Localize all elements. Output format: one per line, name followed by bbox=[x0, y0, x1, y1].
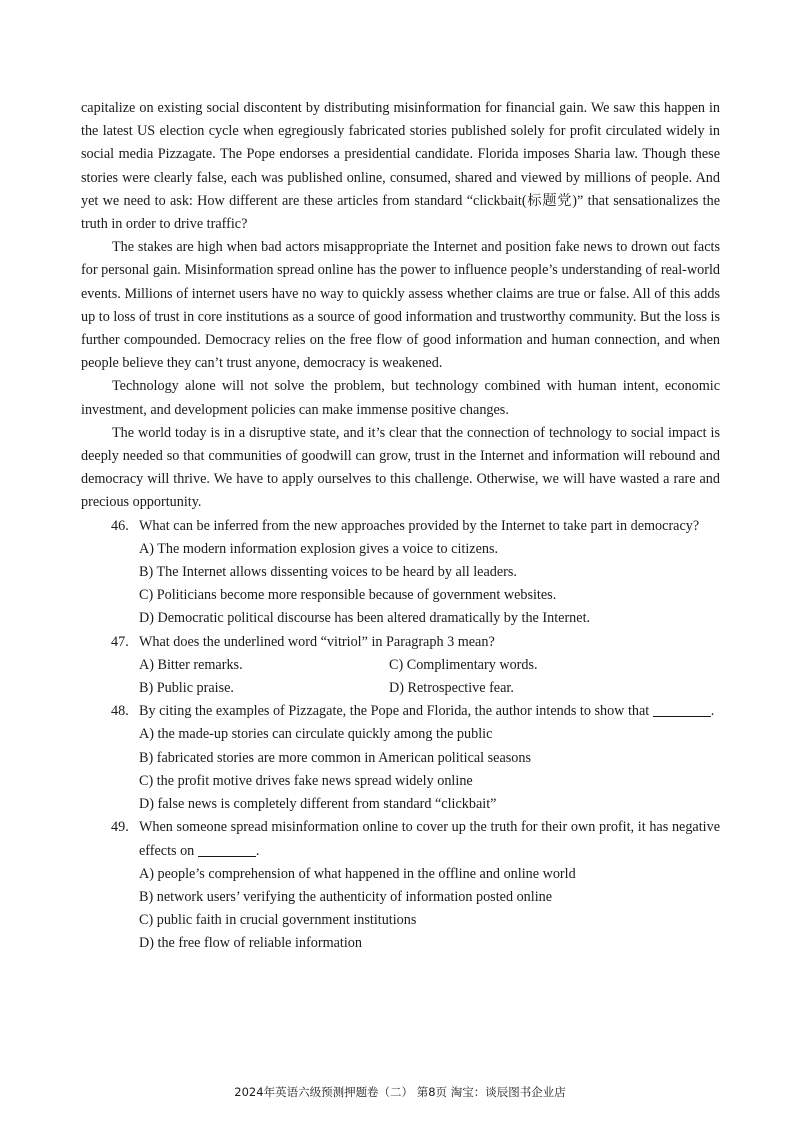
question-47 bbox=[81, 631, 720, 701]
question-48 bbox=[81, 700, 720, 816]
question-text: What can be inferred from the new approaches provided by the Internet to take part in democracy? bbox=[139, 517, 700, 534]
option-c[interactable]: C) Complimentary words. bbox=[389, 656, 538, 673]
question-stem bbox=[81, 816, 720, 862]
question-number: 49. bbox=[111, 819, 129, 836]
question-text: What does the underlined word “vitriol” in Paragraph 3 mean? bbox=[139, 633, 495, 650]
option-b[interactable]: B) fabricated stories are more common in American political seasons bbox=[139, 749, 531, 766]
option-d[interactable]: D) false news is completely different from standard “clickbait” bbox=[139, 796, 497, 813]
question-text: When someone spread misinformation online to cover up the truth for their own profit, it has negative effects on bbox=[139, 819, 720, 859]
option-d[interactable]: D) the free flow of reliable information bbox=[139, 935, 362, 952]
option-b[interactable]: B) network users’ verifying the authenticity of information posted online bbox=[139, 888, 553, 905]
answer-blank bbox=[198, 842, 256, 857]
question-text-end: . bbox=[255, 842, 260, 859]
options bbox=[81, 538, 720, 631]
answer-blank bbox=[653, 702, 711, 717]
passage-paragraph-4: The world today is in a disruptive state, and it’s clear that the connection of technology to social impact is deeply needed so that communities of goodwill can grow, trust in the Internet and information will rebound and democracy will thrive. We have to apply ourselves to this challenge. Otherwise, we will have wasted a rare and precious opportunity. bbox=[81, 424, 720, 511]
option-c[interactable]: C) the profit motive drives fake news spread widely online bbox=[139, 772, 473, 789]
option-a[interactable]: A) the made-up stories can circulate quickly among the public bbox=[139, 726, 493, 743]
option-a[interactable]: A) The modern information explosion gives a voice to citizens. bbox=[139, 540, 499, 557]
page-footer: 2024年英语六级预测押题卷（二） 第8页 淘宝：谈辰图书企业店 bbox=[234, 1085, 566, 1099]
option-a[interactable]: A) people’s comprehension of what happened in the offline and online world bbox=[139, 865, 576, 882]
option-c[interactable]: C) public faith in crucial government institutions bbox=[139, 912, 417, 929]
options-row bbox=[139, 677, 720, 700]
passage-paragraph-2: The stakes are high when bad actors misappropriate the Internet and position fake news to drown out facts for personal gain. Misinformation spread online has the power to influence people’s understanding of real-world events. Millions of internet users have no way to quickly assess whether claims are true or false. All of this adds up to loss of trust in core institutions as a source of good information and trustworthy community. But the loss is further compounded. Democracy relies on the free flow of good information and human connection, and when people believe they can’t trust anyone, democracy is weakened. bbox=[81, 239, 720, 372]
question-text-end: . bbox=[710, 703, 715, 720]
options bbox=[81, 654, 720, 700]
question-49 bbox=[81, 816, 720, 955]
option-b[interactable]: B) The Internet allows dissenting voices to be heard by all leaders. bbox=[139, 564, 517, 581]
options bbox=[81, 723, 720, 816]
question-number: 47. bbox=[111, 633, 129, 650]
option-d[interactable]: D) Democratic political discourse has been altered dramatically by the Internet. bbox=[139, 610, 591, 627]
question-number: 48. bbox=[111, 703, 129, 720]
page-content bbox=[81, 97, 720, 956]
question-stem bbox=[81, 631, 720, 654]
options bbox=[81, 863, 720, 956]
question-stem bbox=[81, 515, 720, 538]
option-b[interactable]: B) Public praise. bbox=[139, 680, 234, 697]
question-text: By citing the examples of Pizzagate, the Pope and Florida, the author intends to show that bbox=[139, 703, 650, 720]
question-number: 46. bbox=[111, 517, 129, 534]
option-c[interactable]: C) Politicians become more responsible because of government websites. bbox=[139, 587, 557, 604]
option-d[interactable]: D) Retrospective fear. bbox=[389, 680, 514, 697]
options-row bbox=[139, 654, 720, 677]
question-stem bbox=[81, 700, 720, 723]
option-a[interactable]: A) Bitter remarks. bbox=[139, 656, 243, 673]
passage-paragraph-3: Technology alone will not solve the problem, but technology combined with human intent, economic investment, and development policies can make immense positive changes. bbox=[81, 378, 720, 418]
passage-paragraph-1: capitalize on existing social discontent by distributing misinformation for financial gain. We saw this happen in the latest US election cycle when egregiously fabricated stories published solely for profit circulated widely in social media Pizzagate. The Pope endorses a presidential candidate. Florida imposes Sharia law. Though these stories were clearly false, each was published online, consumed, shared and viewed by millions of people. And yet we need to ask: How different are these articles from standard “clickbait(标题党)” that sensationalizes the truth in order to drive traffic? bbox=[81, 100, 720, 233]
question-46 bbox=[81, 515, 720, 631]
